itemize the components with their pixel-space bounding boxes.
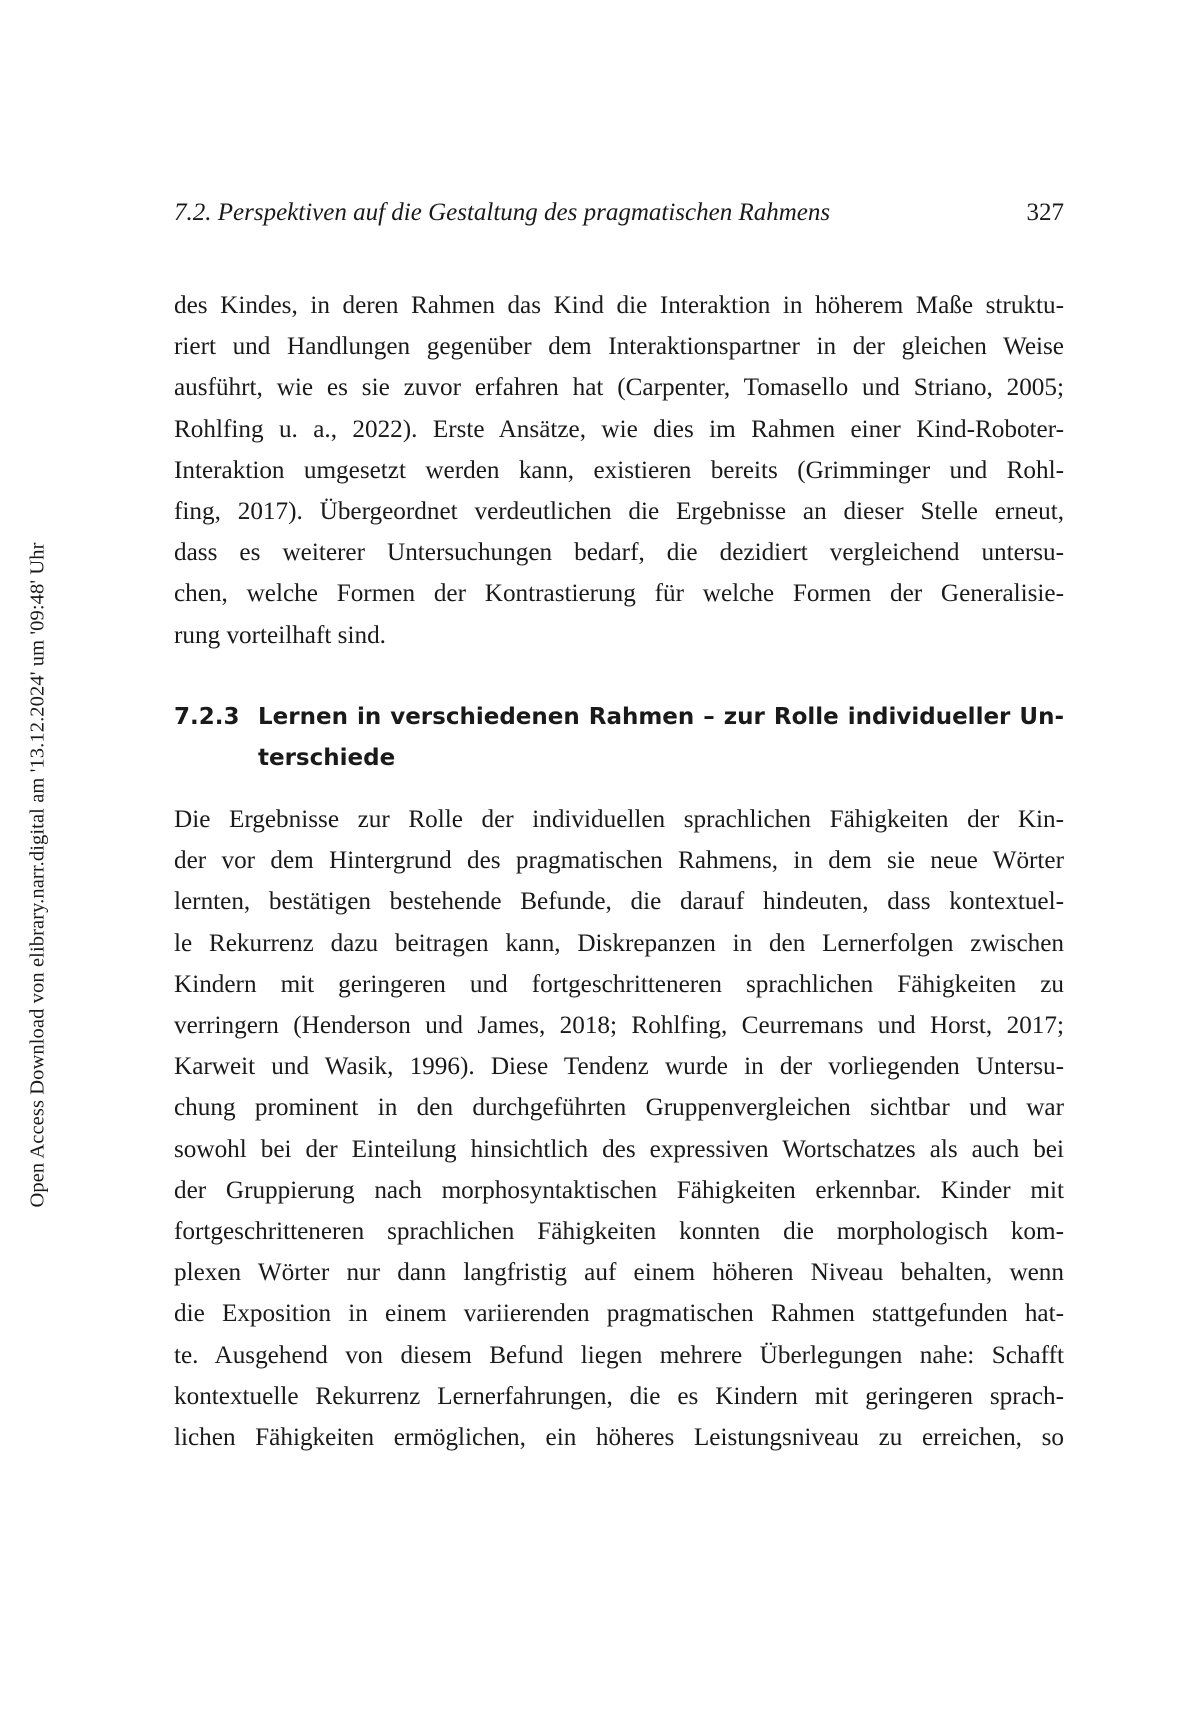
text-line: Kindern mit geringeren und fortgeschritteneren sprachlichen Fähigkeiten zu (174, 970, 1064, 998)
text-line: fing, 2017). Übergeordnet verdeutlichen die Ergebnisse an dieser Stelle erneut, (174, 498, 1064, 526)
text-line: des Kindes, in deren Rahmen das Kind die Interaktion in höherem Maße struktu- (174, 292, 1064, 319)
text-line: der Gruppierung nach morphosyntaktischen Fähigkeiten erkennbar. Kinder mit (174, 1176, 1064, 1204)
text-line: Die Ergebnisse zur Rolle der individuellen sprachlichen Fähigkeiten der Kin- (174, 806, 1064, 833)
download-watermark: Open Access Download von elibrary.narr.digital am '13.12.2024' um '09:48' Uhr (26, 542, 49, 1208)
page-number: 327 (1026, 199, 1064, 226)
header-section-title: 7.2. Perspektiven auf die Gestaltung des pragmatischen Rahmens (174, 199, 831, 226)
running-header (174, 199, 1064, 227)
text-line: chen, welche Formen der Kontrastierung für welche Formen der Generalisie- (174, 580, 1064, 608)
section-number: 7.2.3 (174, 704, 240, 730)
text-line: dass es weiterer Untersuchungen bedarf, die dezidiert vergleichend untersu- (174, 539, 1064, 567)
text-line: die Exposition in einem variierenden pragmatischen Rahmen stattgefunden hat- (174, 1300, 1064, 1328)
section-title-line: terschiede (258, 745, 396, 771)
text-line: kontextuelle Rekurrenz Lernerfahrungen, die es Kindern mit geringeren sprach- (174, 1382, 1064, 1410)
text-line: fortgeschritteneren sprachlichen Fähigkeiten konnten die morphologisch kom- (174, 1218, 1064, 1246)
text-line: lernten, bestätigen bestehende Befunde, die darauf hindeuten, dass kontextuel- (174, 888, 1064, 916)
text-line: sowohl bei der Einteilung hinsichtlich des expressiven Wortschatzes als auch bei (174, 1135, 1064, 1163)
text-line: riert und Handlungen gegenüber dem Interaktionspartner in der gleichen Weise (174, 333, 1064, 361)
text-line: Rohlfing u. a., 2022). Erste Ansätze, wie dies im Rahmen einer Kind-Roboter- (174, 415, 1064, 443)
text-line: ausführt, wie es sie zuvor erfahren hat (Carpenter, Tomasello und Striano, 2005; (174, 374, 1064, 402)
text-line: plexen Wörter nur dann langfristig auf einem höheren Niveau behalten, wenn (174, 1259, 1064, 1287)
text-line: der vor dem Hintergrund des pragmatischen Rahmens, in dem sie neue Wörter (174, 847, 1064, 875)
text-line: Interaktion umgesetzt werden kann, existieren bereits (Grimminger und Rohl- (174, 456, 1064, 484)
text-line: te. Ausgehend von diesem Befund liegen mehrere Überlegungen nahe: Schafft (174, 1341, 1064, 1369)
text-line: le Rekurrenz dazu beitragen kann, Diskrepanzen in den Lernerfolgen zwischen (174, 929, 1064, 957)
text-line: chung prominent in den durchgeführten Gruppenvergleichen sichtbar und war (174, 1094, 1064, 1122)
section-title-line: Lernen in verschiedenen Rahmen – zur Rolle individueller Un- (258, 704, 1064, 730)
paragraph-1 (174, 285, 1064, 656)
section-title (258, 697, 1064, 779)
text-line: Karweit und Wasik, 1996). Diese Tendenz wurde in der vorliegenden Untersu- (174, 1053, 1064, 1081)
text-line: verringern (Henderson und James, 2018; Rohlfing, Ceurremans und Horst, 2017; (174, 1012, 1064, 1040)
text-line: lichen Fähigkeiten ermöglichen, ein höheres Leistungsniveau zu erreichen, so (174, 1424, 1064, 1452)
paragraph-2 (174, 799, 1064, 1458)
text-line: rung vorteilhaft sind. (174, 621, 386, 649)
